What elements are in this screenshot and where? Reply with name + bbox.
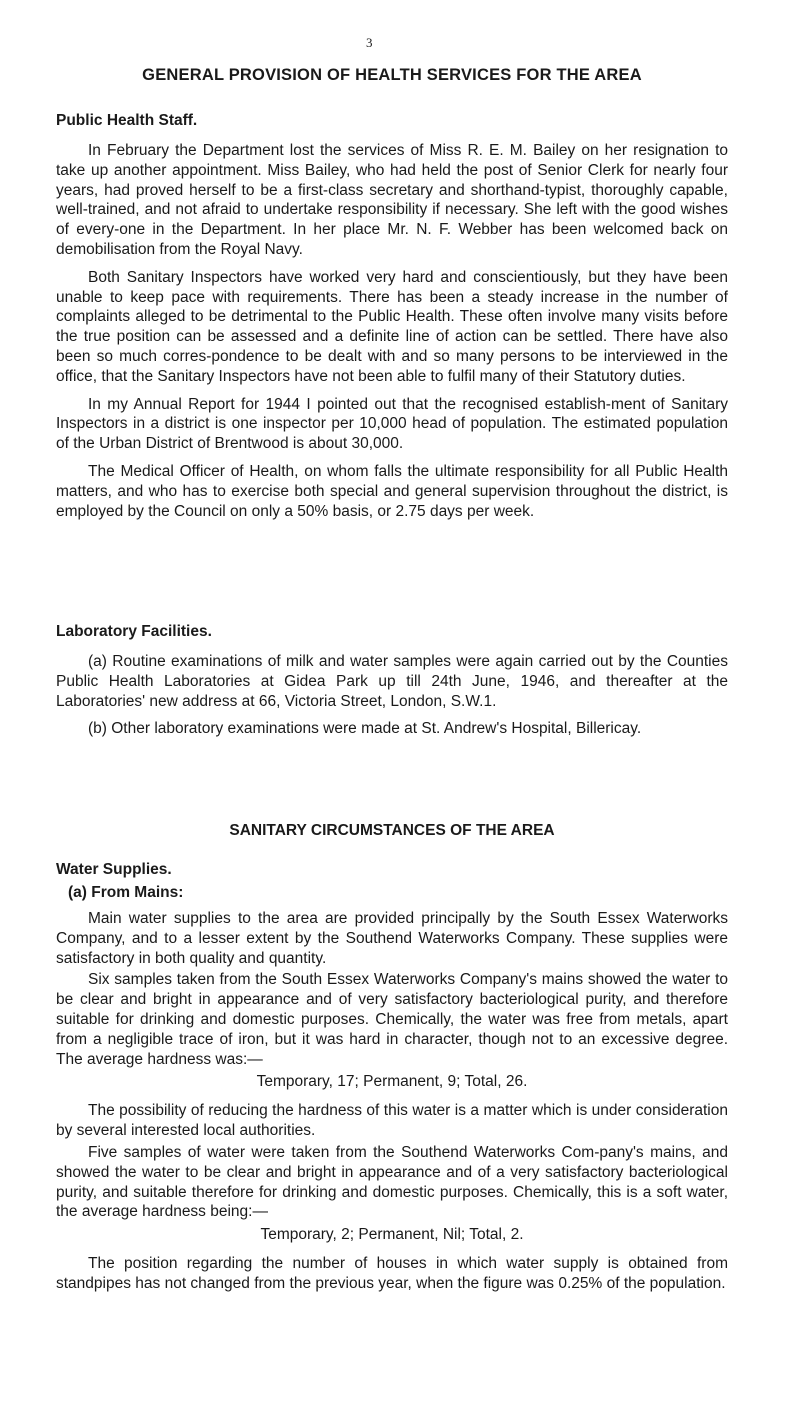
staff-paragraph-4: The Medical Officer of Health, on whom falls the ultimate responsibility for all Public Health matters, and who has to exercise both special and general supervision throughout the district, is employed by the Council on only a 50% basis, or 2.75 days per week. bbox=[56, 462, 728, 520]
public-health-staff-section bbox=[56, 112, 728, 521]
water-paragraph-1: Main water supplies to the area are provided principally by the South Essex Waterworks Company, and to a lesser extent by the Southend Waterworks Company. These supplies were satisfactory in both quality and quantity. bbox=[56, 910, 728, 967]
laboratory-facilities-title: Laboratory Facilities. bbox=[56, 623, 212, 640]
water-paragraph-2: Six samples taken from the South Essex Waterworks Company's mains showed the water to be clear and bright in appearance and of very satisfactory bacteriological purity, and therefore suitable for drinking and domestic purposes. Chemically, the water was free from metals, apart from a negligible trace of iron, but it was hard in character, though not to an excessive degree. The average hardness was:— bbox=[56, 971, 728, 1068]
laboratory-facilities-section bbox=[56, 623, 728, 739]
sanitary-circumstances-heading: SANITARY CIRCUMSTANCES OF THE AREA bbox=[229, 822, 555, 839]
page-number: 3 bbox=[366, 35, 373, 50]
public-health-staff-title: Public Health Staff. bbox=[56, 112, 198, 129]
from-mains-subtitle: (a) From Mains: bbox=[68, 884, 184, 901]
staff-paragraph-2: Both Sanitary Inspectors have worked very hard and conscientiously, but they have been unable to keep pace with requirements. There has been a steady increase in the number of complaints alleged to be detrimental to the Public Health. These often involve many visits before the true position can be assessed and a definite line of action can be settled. There have also been so much corres-pondence to be dealt with and so many persons to be interviewed in the office, that the Sanitary Inspectors have not been able to fulfil many of their Statutory duties. bbox=[56, 268, 728, 385]
water-supplies-section bbox=[56, 861, 728, 1294]
water-supplies-title: Water Supplies. bbox=[56, 861, 172, 878]
water-paragraph-final: The position regarding the number of houses in which water supply is obtained from standpipes has not changed from the previous year, when the figure was 0.25% of the population. bbox=[56, 1255, 728, 1292]
water-paragraph-3: The possibility of reducing the hardness of this water is a matter which is under consideration by several interested local authorities. bbox=[56, 1102, 728, 1140]
water-paragraph-4: Five samples of water were taken from the Southend Waterworks Com-pany's mains, and showed the water to be clear and bright in appearance and of a very satisfactory bacteriological purity, and suitable therefore for drinking and domestic purposes. Chemically, this is a soft water, the average hardness being:— bbox=[56, 1143, 728, 1221]
main-heading: GENERAL PROVISION OF HEALTH SERVICES FOR THE AREA bbox=[142, 66, 642, 84]
lab-paragraph-a: (a) Routine examinations of milk and water samples were again carried out by the Counties Public Health Laboratories at Gidea Park up till 24th June, 1946, and thereafter at the Laboratories' new address at 66, Victoria Street, London, S.W.1. bbox=[56, 653, 728, 710]
hardness-line-2: Temporary, 2; Permanent, Nil; Total, 2. bbox=[260, 1226, 524, 1244]
staff-paragraph-3: In my Annual Report for 1944 I pointed out that the recognised establish-ment of Sanitary Inspectors in a district is one inspector per 10,000 head of population. The estimated population of the Urban District of Brentwood is about 30,000. bbox=[56, 395, 728, 453]
hardness-line-1: Temporary, 17; Permanent, 9; Total, 26. bbox=[256, 1073, 528, 1091]
lab-paragraph-b: (b) Other laboratory examinations were made at St. Andrew's Hospital, Billericay. bbox=[88, 720, 642, 738]
staff-paragraph-1: In February the Department lost the services of Miss R. E. M. Bailey on her resignation to take up another appointment. Miss Bailey, who had held the post of Senior Clerk for nearly four years, had proved herself to be a first-class secretary and shorthand-typist, thoroughly capable, well-trained, and not afraid to undertake responsibility if necessary. She left with the good wishes of every-one in the Department. In her place Mr. N. F. Webber has been welcomed back on demobilisation from the Royal Navy. bbox=[56, 142, 728, 258]
